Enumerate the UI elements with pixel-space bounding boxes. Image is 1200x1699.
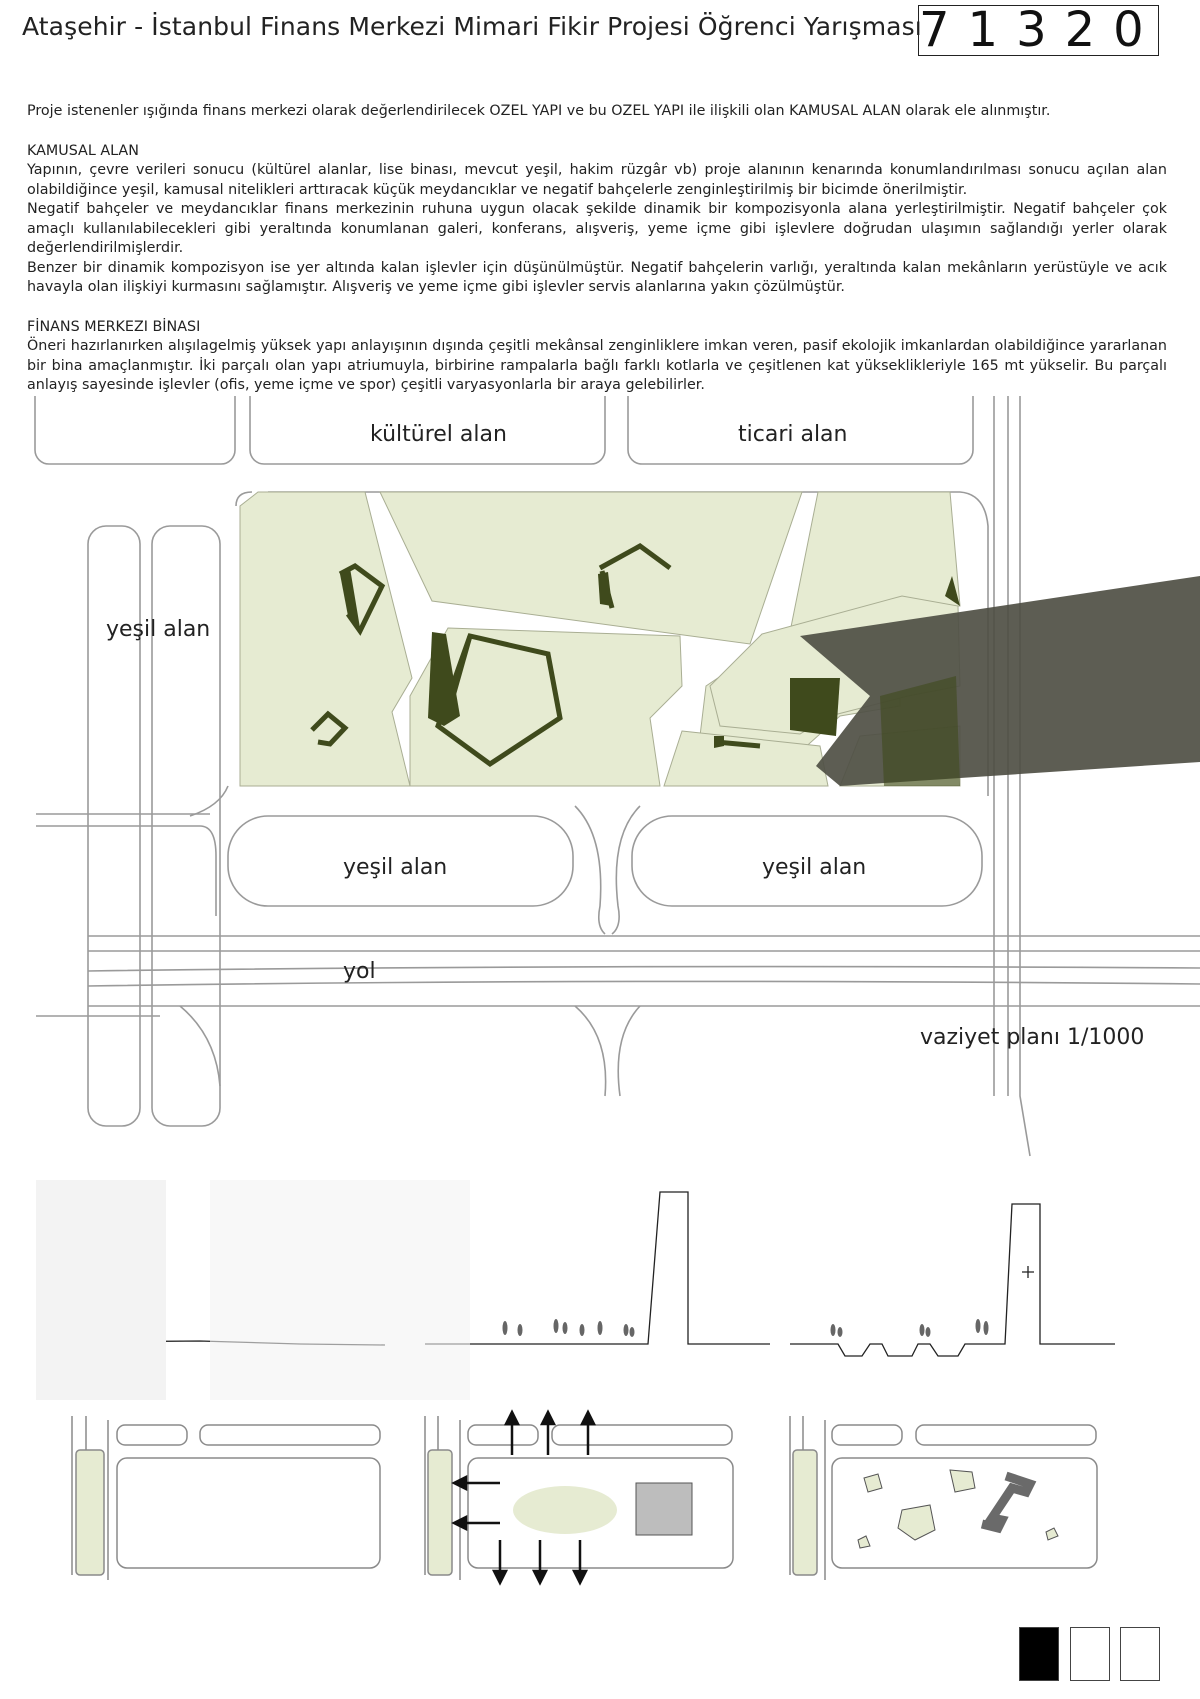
label-yol: yol: [343, 959, 376, 984]
label-yesil-alan-bottom-right: yeşil alan: [762, 855, 867, 880]
background-blocks: [36, 1180, 470, 1400]
section-trees: [503, 1319, 989, 1337]
swatch-white-2: [1120, 1627, 1160, 1681]
swatch-white-1: [1070, 1627, 1110, 1681]
diagram-3: [790, 1416, 1097, 1580]
label-yesil-alan-left: yeşil alan: [106, 617, 211, 642]
kamusal-paragraph-1: Yapının, çevre verileri sonucu (kültürel alanlar, lise binası, mevcut yeşil, hakim rüzgâr vb) proje alanının kenarında konumlandırılması sonucu açılan alan olabildiğince yeşil, kamusal nitelikleri arttıracak küçük meydancıklar ve negatif bahçelerle zenginleştirilmiş bir bicimde önerilmiştir.: [27, 162, 1167, 198]
swatch-black: [1019, 1627, 1059, 1681]
kamusal-paragraph-2: Negatif bahçeler ve meydancıklar finans merkezinin ruhuna uygun olacak şekilde dinamik bir kompozisyonla alana yerleştirilmiştir. Negatif bahçeler çok amaçlı kullanılabilecekleri gibi yeraltında konumlanan galeri, konferans, alışveriş, yeme içme gibi işlevlere doğrudan ulaşımın sağlandığı yerler olarak değerlendirilmişlerdir.: [27, 201, 1167, 256]
diagram-2-building-block: [636, 1483, 692, 1535]
label-ticari-alan: ticari alan: [738, 422, 848, 447]
label-kulturel-alan: kültürel alan: [370, 422, 507, 447]
intro-paragraph: Proje istenenler ışığında finans merkezi olarak değerlendirilecek OZEL YAPI ve bu OZEL YAPI ile ilişkili olan KAMUSAL ALAN olarak ele alınmıştır.: [27, 103, 1051, 119]
label-yesil-alan-bottom-left: yeşil alan: [343, 855, 448, 880]
kamusal-paragraph-3: Benzer bir dinamik kompozisyon ise yer altında kalan işlevler için düşünülmüştür. Negatif bahçelerin varlığı, yeraltında kalan mekânların yerüstüyle ve acık havayla olan ilişkiyi kurmasını sağlamıştır. Alışveriş ve yeme içme gibi işlevler servis alanlarına yakın çözülmüştür.: [27, 259, 1167, 295]
kamusal-heading: KAMUSAL ALAN: [27, 142, 139, 159]
diagram-2-green-ellipse: [513, 1486, 617, 1534]
project-code-box: 71320: [919, 2, 1162, 58]
description-text: [27, 102, 1167, 396]
page-title: Ataşehir - İstanbul Finans Merkezi Mimari Fikir Projesi Öğrenci Yarışması: [22, 12, 922, 41]
site-plan: [0, 396, 1200, 1196]
diagram-3-building-outline: [982, 1476, 1030, 1528]
section-2: [425, 1192, 770, 1344]
label-scale: vaziyet planı 1/1000: [920, 1025, 1145, 1050]
diagram-1: [72, 1416, 380, 1580]
finans-heading: FİNANS MERKEZI BİNASI: [27, 318, 201, 335]
finans-paragraph: Öneri hazırlanırken alışılagelmiş yüksek yapı anlayışının dışında çeşitli mekânsal zenginliklere imkan veren, pasif ekolojik imkanlardan olabildiğince yararlanan bir bina amaçlanmıştır. İki parçalı olan yapı atriumuyla, birbirine rampalarla bağlı farklı kotlarla ve çeşitlenen kat yükseklikleriyle 165 mt yükselir. Bu parçalı anlayış sayesinde işlevler (ofis, yeme içme ve spor) çeşitli varyasyonlarla bir araya gelebilirler.: [27, 338, 1167, 393]
section-diagrams: [0, 1180, 1200, 1699]
green-area-north: [380, 492, 802, 644]
